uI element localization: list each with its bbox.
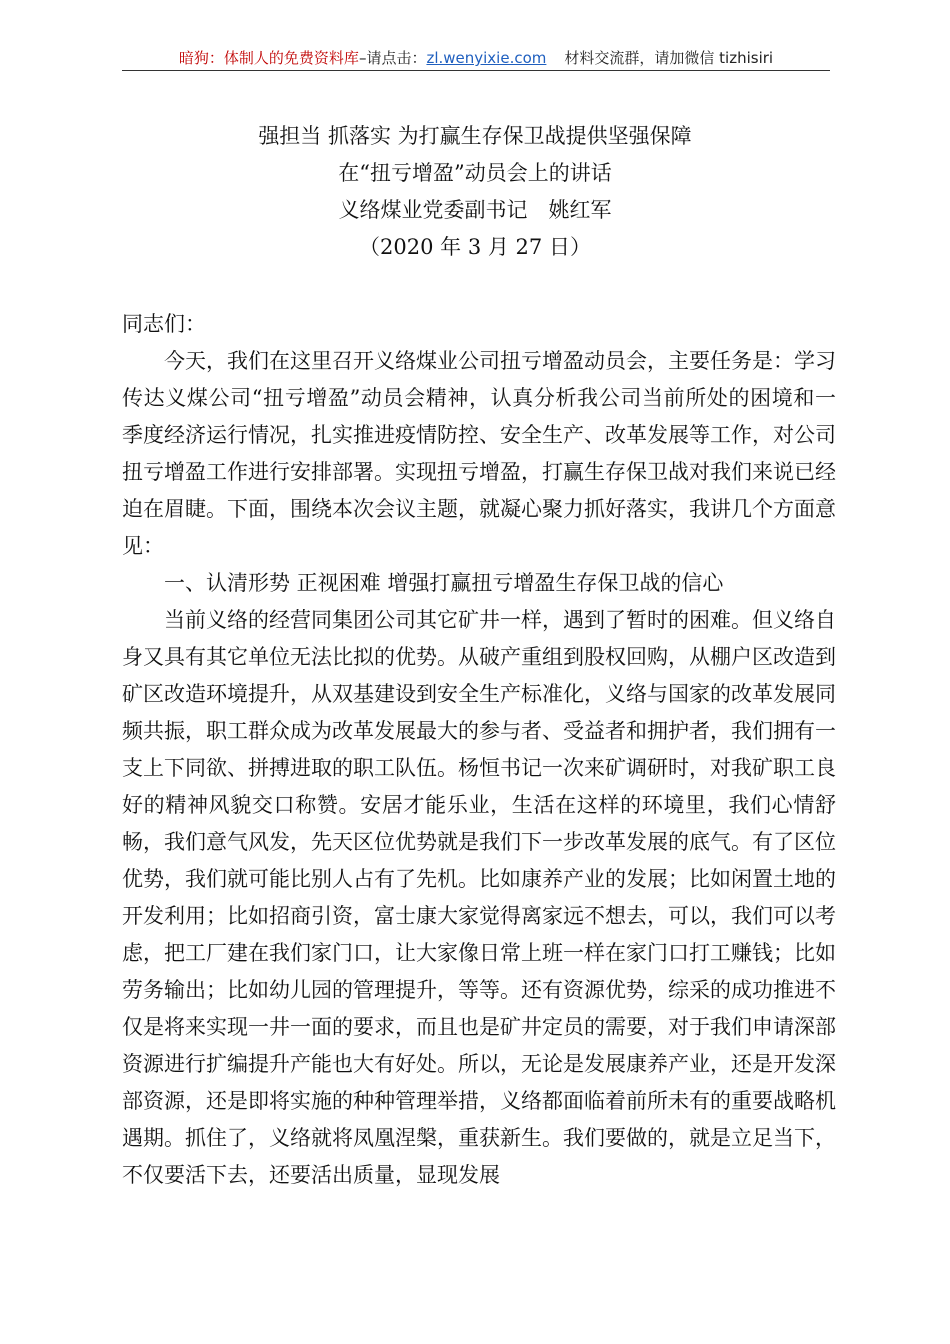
greeting: 同志们： bbox=[122, 312, 206, 336]
document-body bbox=[122, 306, 836, 1194]
header-divider bbox=[122, 70, 830, 71]
paragraph-situation: 当前义络的经营同集团公司其它矿井一样，遇到了暂时的困难。但义络自身又具有其它单位无法比拟的优势。从破产重组到股权回购，从棚户区改造到矿区改造环境提升，从双基建设到安全生产标准化，义络与国家的改革发展同频共振，职工群众成为改革发展最大的参与者、受益者和拥护者，我们拥有一支上下同欲、拼搏进取的职工队伍。杨恒书记一次来矿调研时，对我矿职工良好的精神风貌交口称赞。安居才能乐业，生活在这样的环境里，我们心情舒畅，我们意气风发，先天区位优势就是我们下一步改革发展的底气。有了区位优势，我们就可能比别人占有了先机。比如康养产业的发展；比如闲置土地的开发利用；比如招商引资，富士康大家觉得离家远不想去，可以，我们可以考虑，把工厂建在我们家门口，让大家像日常上班一样在家门口打工赚钱；比如劳务输出；比如幼儿园的管理提升，等等。还有资源优势，综采的成功推进不仅是将来实现一井一面的要求，而且也是矿井定员的需要，对于我们申请深部资源进行扩编提升产能也大有好处。所以，无论是发展康养产业，还是开发深部资源，还是即将实施的种种管理举措，义络都面临着前所未有的重要战略机遇期。抓住了，义络就将凤凰涅槃，重获新生。我们要做的，就是立足当下，不仅要活下去，还要活出质量，显现发展 bbox=[122, 608, 836, 1187]
header-prompt: –请点击： bbox=[358, 49, 427, 67]
header-brand: 暗狗：体制人的免费资料库 bbox=[178, 49, 359, 67]
document-subtitle: 在“扭亏增盈”动员会上的讲话 bbox=[338, 161, 612, 185]
document-date: （2020 年 3 月 27 日） bbox=[359, 235, 591, 259]
document-title: 强担当 抓落实 为打赢生存保卫战提供坚强保障 bbox=[258, 124, 692, 148]
page-header bbox=[122, 46, 830, 70]
section-heading-1: 一、认清形势 正视困难 增强打赢扭亏增盈生存保卫战的信心 bbox=[164, 571, 724, 595]
header-group-note: 材料交流群，请加微信 tizhisiri bbox=[564, 49, 774, 67]
header-link[interactable]: zl.wenyixie.com bbox=[426, 49, 547, 67]
document-author: 义络煤业党委副书记 姚红军 bbox=[338, 198, 612, 222]
document-title-block bbox=[0, 118, 950, 266]
paragraph-intro: 今天，我们在这里召开义络煤业公司扭亏增盈动员会，主要任务是：学习传达义煤公司“扭亏增盈”动员会精神，认真分析我公司当前所处的困境和一季度经济运行情况，扎实推进疫情防控、安全生产、改革发展等工作，对公司扭亏增盈工作进行安排部署。实现扭亏增盈，打赢生存保卫战对我们来说已经迫在眉睫。下面，围绕本次会议主题，就凝心聚力抓好落实，我讲几个方面意见： bbox=[122, 349, 836, 558]
